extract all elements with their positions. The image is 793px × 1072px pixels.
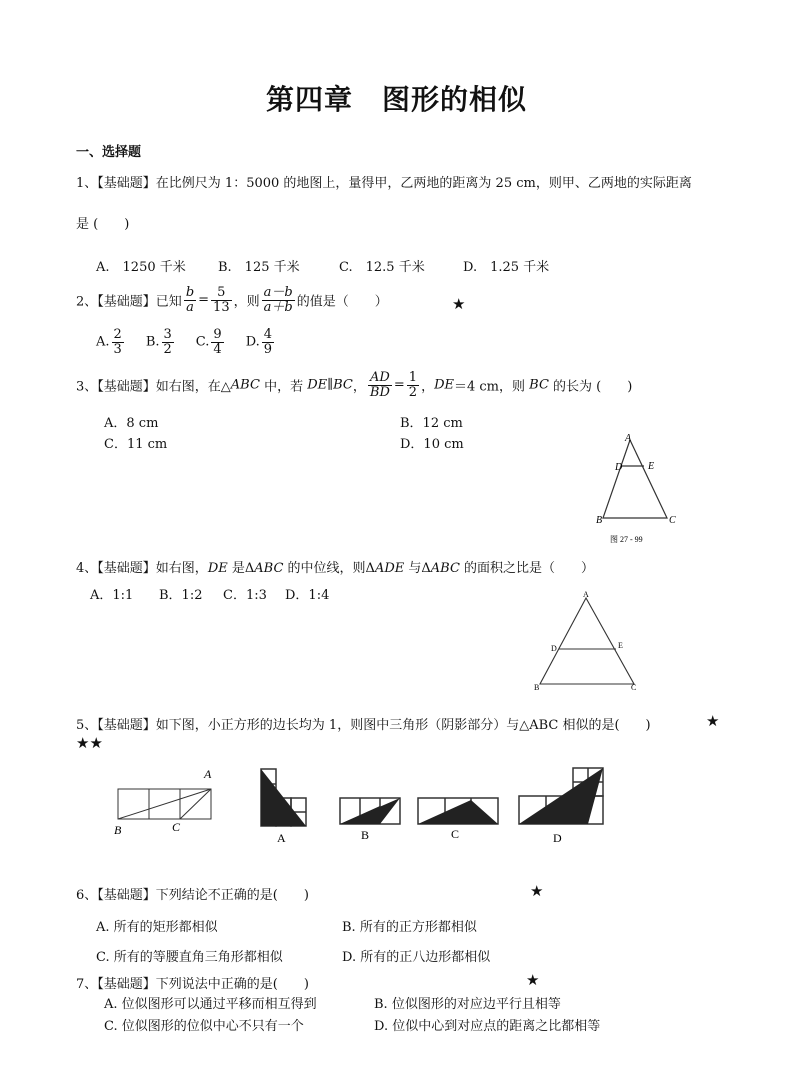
q7-option-d: D. 位似中心到对应点的距离之比都相等: [374, 1019, 601, 1034]
q3-triangle-figure: [590, 430, 690, 548]
question-text: 在比例尺为 1：5000 的地图上，量得甲，乙两地的距离为 25 cm，则甲、乙两地的实际距离: [155, 176, 692, 191]
difficulty-star: ★: [526, 971, 540, 989]
question-text-mid: 是Δ: [227, 561, 255, 576]
q5-option-b-figure: [336, 766, 406, 848]
vertex-d-label: D: [551, 644, 557, 653]
shaded-triangle: [418, 800, 498, 824]
question-text-mid: ，则: [233, 294, 260, 310]
page-title: 第四章 图形的相似: [265, 83, 527, 116]
question-number: 6、: [76, 888, 98, 903]
parallel-condition: DE∥BC: [307, 377, 353, 393]
comma: ，: [352, 379, 366, 395]
question-7: [76, 973, 309, 992]
triangle-name: ABC: [230, 377, 260, 393]
question-number: 2、: [76, 294, 98, 310]
question-text: 下列结论不正确的是( ): [155, 888, 309, 903]
question-tag: 【基础题】: [97, 561, 156, 576]
question-tag: 【基础题】: [97, 718, 156, 733]
q6-option-d: D. 所有的正八边形都相似: [342, 950, 491, 965]
q5-option-c-figure: [415, 766, 501, 848]
question-1: [76, 172, 692, 191]
vertex-a-label: A: [583, 590, 589, 599]
question-1-line2: 是 ( ): [76, 217, 130, 232]
figure-caption: 图 27 - 99: [610, 535, 643, 544]
q6-option-b: B. 所有的正方形都相似: [342, 920, 477, 935]
q5-option-a-figure: [256, 766, 322, 848]
question-text: 如下图，小正方形的边长均为 1，则图中三角形（阴影部分）与△ABC 相似的是( ): [155, 718, 651, 733]
question-tag: 【基础题】: [97, 176, 156, 191]
question-tag: 【基础题】: [97, 888, 156, 903]
segment-bc: BC: [529, 377, 549, 393]
point-c-label: C: [172, 820, 181, 834]
question-4: [76, 557, 594, 576]
question-number: 3、: [76, 379, 98, 395]
q2-option-a-fraction: $\frac{2}{3}$: [113, 327, 122, 357]
question-text-mid: 中，若: [259, 379, 308, 395]
q3-option-a: A．8 cm: [104, 416, 159, 431]
q7-option-c: C. 位似图形的位似中心不只有一个: [104, 1019, 304, 1034]
triangle-abc-2: ABC: [430, 561, 460, 576]
q4-option-a: A．1:1: [90, 588, 134, 603]
q4-option-d: D．1:4: [285, 588, 330, 603]
triangle-ade: ADE: [374, 561, 405, 576]
point-a-label: A: [204, 767, 212, 781]
fraction-one-half: $\frac{1}{2}$: [408, 370, 418, 400]
q1-option-a: A. 1250 千米: [96, 260, 186, 275]
question-text-value: ＝4 cm，则: [454, 379, 530, 395]
fraction-5-over-13: $\frac{5}{13}$: [213, 285, 230, 315]
q1-option-c: C. 12.5 千米: [339, 260, 425, 275]
vertex-b-label: B: [534, 683, 540, 692]
section-heading: 一、选择题: [76, 145, 142, 160]
question-5: [76, 714, 651, 733]
q2-options: [96, 328, 276, 356]
triangle-abc: [603, 440, 667, 518]
triangle-abc: ABC: [254, 561, 284, 576]
question-text-end: 的面积之比是（ ）: [459, 561, 595, 576]
vertex-c-label: C: [631, 683, 637, 692]
option-a-label: A: [277, 831, 286, 845]
question-number: 4、: [76, 561, 98, 576]
fraction-expression: $\frac{a-b}{a+b}$: [263, 285, 293, 315]
q4-option-b: B．1:2: [159, 588, 203, 603]
question-text-mid3: 与Δ: [404, 561, 431, 576]
q4-triangle-figure: [530, 588, 645, 694]
option-c-label: C: [451, 827, 460, 841]
question-text-end: 的长为 ( ): [548, 379, 633, 395]
question-text: 如右图，在△: [155, 379, 231, 395]
q3-option-d: D．10 cm: [400, 437, 464, 452]
q7-option-b: B. 位似图形的对应边平行且相等: [374, 997, 561, 1012]
fraction-ad-over-bd: $\frac{AD}{BD}$: [369, 370, 390, 400]
equals-sign: =: [393, 377, 405, 393]
question-text: 如右图，: [155, 561, 208, 576]
question-tag: 【基础题】: [97, 294, 156, 310]
q2-option-b-fraction: $\frac{3}{2}$: [163, 327, 172, 357]
vertex-a-label: A: [625, 433, 632, 444]
option-d-label: D: [553, 831, 562, 845]
fraction-b-over-a: $\frac{b}{a}$: [185, 285, 195, 315]
q7-option-a: A. 位似图形可以通过平移而相互得到: [104, 997, 317, 1012]
vertex-d-label: D: [615, 462, 623, 473]
question-text-end: 的值是（ ）: [296, 294, 388, 310]
vertex-e-label: E: [648, 461, 655, 472]
question-text-mid2: 的中位线，则Δ: [283, 561, 375, 576]
segment-ba: [118, 789, 211, 819]
q2-option-c-fraction: $\frac{9}{4}$: [213, 327, 222, 357]
question-number: 5、: [76, 718, 98, 733]
q5-reference-grid: [108, 764, 223, 838]
segment-de: DE: [434, 377, 454, 393]
difficulty-star: ★: [530, 882, 544, 900]
q6-option-a: A. 所有的矩形都相似: [96, 920, 218, 935]
question-3: 3、【基础题】如右图，在△ABC 中，若 DE∥BC， $\frac{AD}{BD}$ = $\frac{1}{2}$ ，DE＝4 cm，则 BC 的长为 ( ): [76, 370, 633, 400]
point-b-label: B: [114, 823, 122, 837]
q6-option-c: C. 所有的等腰直角三角形都相似: [96, 950, 283, 965]
difficulty-star: ★: [706, 712, 720, 730]
question-number: 7、: [76, 977, 98, 992]
difficulty-stars-continued: ★★: [76, 734, 103, 752]
q1-option-b: B. 125 千米: [218, 260, 300, 275]
q3-option-b: B．12 cm: [400, 416, 463, 431]
question-number: 1、: [76, 176, 98, 191]
q4-option-c: C．1:3: [223, 588, 267, 603]
vertex-c-label: C: [669, 515, 676, 526]
q2-option-d-fraction: $\frac{4}{9}$: [263, 327, 273, 357]
question-text: 下列说法中正确的是( ): [155, 977, 309, 992]
q2-option-d-label: D.: [245, 334, 260, 350]
question-text: 已知: [155, 294, 182, 310]
difficulty-star: ★: [452, 295, 466, 313]
vertex-e-label: E: [618, 641, 623, 650]
q2-option-b-label: B.: [145, 334, 160, 350]
q2-option-c-label: C.: [195, 334, 210, 350]
option-b-label: B: [361, 828, 370, 842]
question-2: [76, 286, 388, 314]
q1-option-d: D. 1.25 千米: [463, 260, 550, 275]
q3-option-c: C．11 cm: [104, 437, 168, 452]
segment-de: DE: [207, 561, 228, 576]
question-tag: 【基础题】: [97, 977, 156, 992]
q2-option-a-label: A.: [96, 334, 110, 350]
equals-sign: =: [198, 292, 210, 308]
question-tag: 【基础题】: [97, 379, 156, 395]
question-6: [76, 884, 309, 903]
vertex-b-label: B: [596, 515, 603, 526]
q5-option-d-figure: [516, 764, 608, 848]
